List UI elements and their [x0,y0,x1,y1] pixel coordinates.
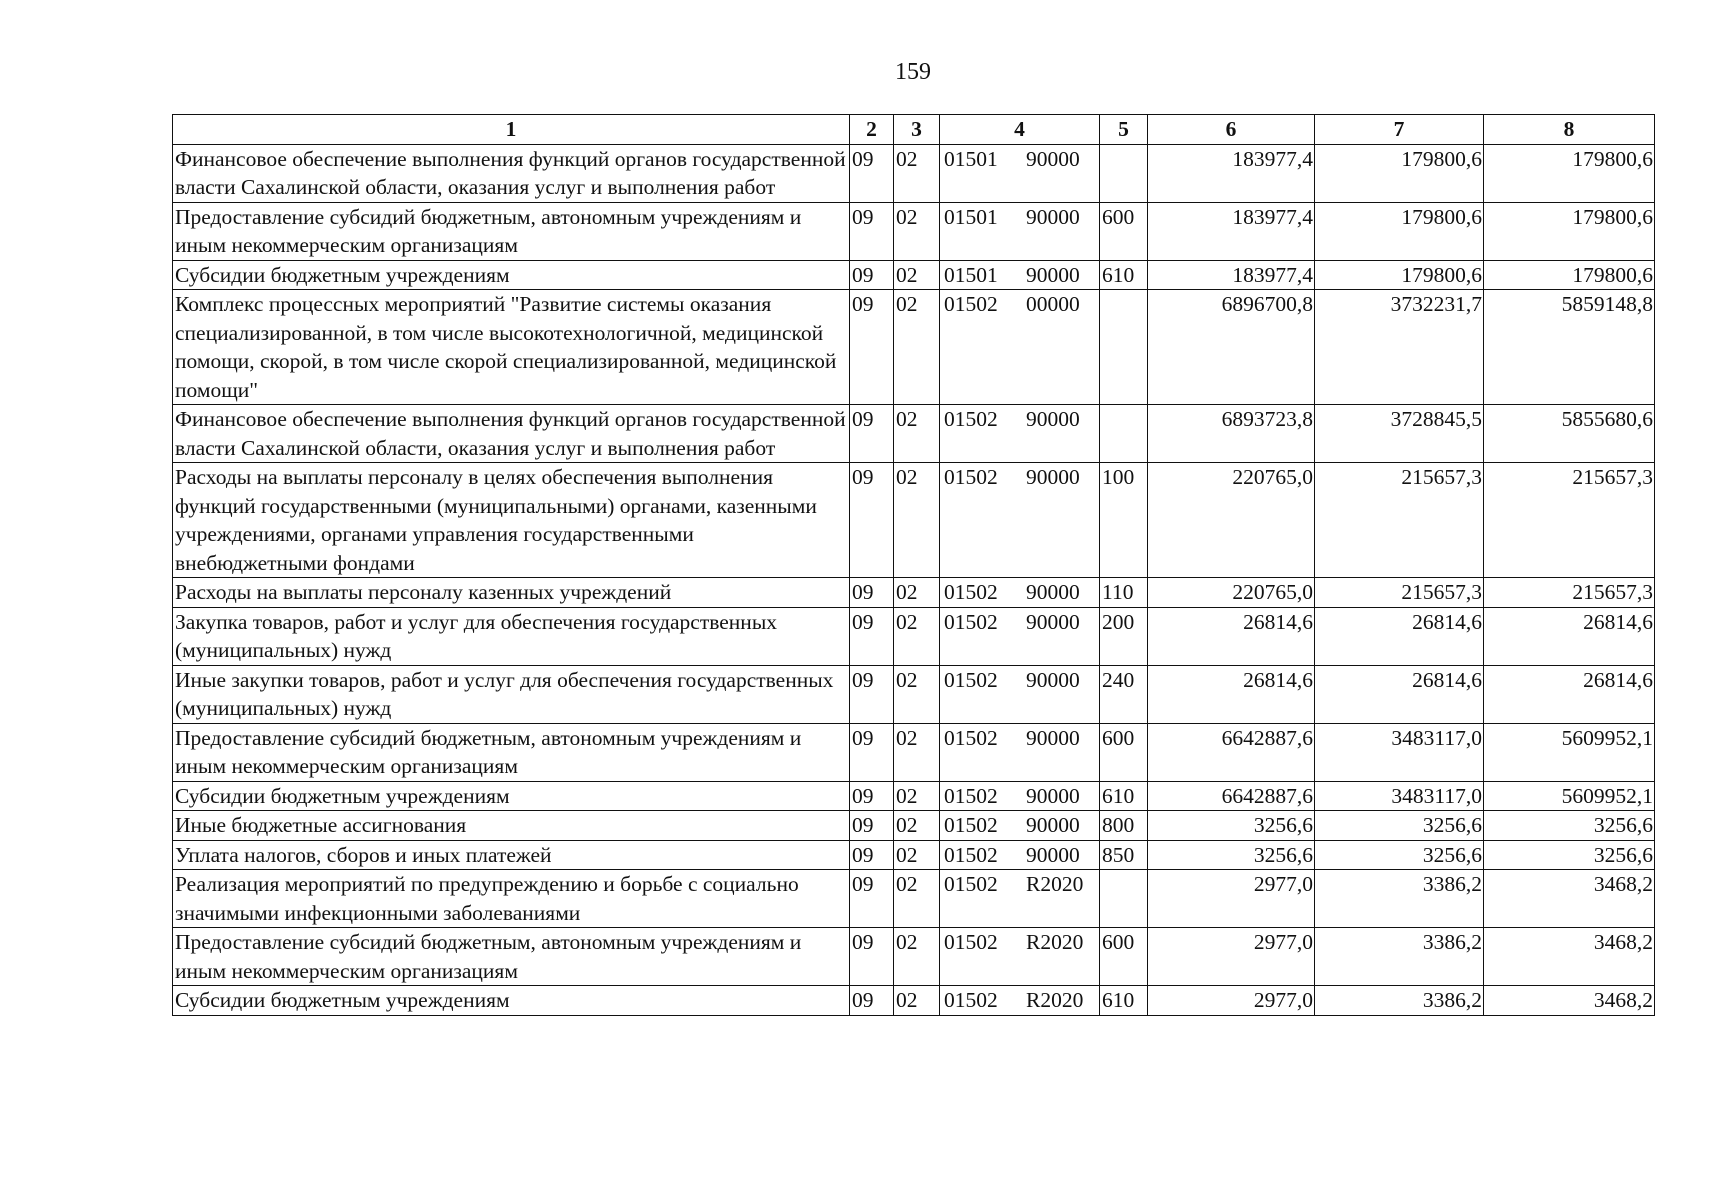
expense-type-code: 610 [1100,986,1148,1016]
amount-col-8: 179800,6 [1484,144,1655,202]
section-code: 09 [850,840,894,870]
direction-code: R2020 [1026,930,1084,954]
table-row [173,290,1655,405]
amount-col-6: 183977,4 [1148,144,1315,202]
subsection-code: 02 [894,607,940,665]
expense-type-code: 800 [1100,811,1148,841]
amount-col-8: 215657,3 [1484,578,1655,608]
expense-name: Иные бюджетные ассигнования [173,811,850,841]
subsection-code: 02 [894,986,940,1016]
subsection-code: 02 [894,811,940,841]
amount-col-6: 183977,4 [1148,202,1315,260]
expense-type-code [1100,405,1148,463]
target-article-code [940,723,1100,781]
target-article-code [940,665,1100,723]
expense-type-code [1100,870,1148,928]
section-code: 09 [850,928,894,986]
amount-col-7: 3386,2 [1315,986,1484,1016]
amount-col-8: 179800,6 [1484,260,1655,290]
amount-col-7: 26814,6 [1315,607,1484,665]
program-code: 01502 [944,465,998,489]
section-code: 09 [850,463,894,578]
amount-col-7: 3732231,7 [1315,290,1484,405]
expense-type-code: 110 [1100,578,1148,608]
section-code: 09 [850,723,894,781]
subsection-code: 02 [894,405,940,463]
expense-type-code: 850 [1100,840,1148,870]
amount-col-8: 5855680,6 [1484,405,1655,463]
expense-name: Финансовое обеспечение выполнения функций органов государственной власти Сахалинской области, оказания услуг и выполнения работ [173,144,850,202]
expense-name: Субсидии бюджетным учреждениям [173,781,850,811]
section-code: 09 [850,260,894,290]
direction-code: 90000 [1026,407,1080,431]
expense-name: Комплекс процессных мероприятий "Развитие системы оказания специализированной, в том числе высокотехнологичной, медицинской помощи, скорой, в том числе скорой специализированной, медицинской помощи" [173,290,850,405]
amount-col-7: 3386,2 [1315,870,1484,928]
program-code: 01502 [944,292,998,316]
column-header-4: 4 [940,115,1100,145]
amount-col-7: 215657,3 [1315,578,1484,608]
target-article-code [940,986,1100,1016]
expense-name: Иные закупки товаров, работ и услуг для обеспечения государственных (муниципальных) нужд [173,665,850,723]
amount-col-6: 2977,0 [1148,986,1315,1016]
target-article-code [940,811,1100,841]
section-code: 09 [850,811,894,841]
table-row [173,260,1655,290]
amount-col-8: 3468,2 [1484,928,1655,986]
target-article-code [940,928,1100,986]
direction-code: R2020 [1026,988,1084,1012]
target-article-code [940,260,1100,290]
amount-col-7: 3483117,0 [1315,781,1484,811]
direction-code: 90000 [1026,813,1080,837]
expense-type-code: 600 [1100,723,1148,781]
expense-name: Субсидии бюджетным учреждениям [173,986,850,1016]
subsection-code: 02 [894,202,940,260]
program-code: 01502 [944,667,998,692]
amount-col-8: 215657,3 [1484,463,1655,578]
amount-col-7: 26814,6 [1315,665,1484,723]
header-row [173,115,1655,145]
target-article-code [940,607,1100,665]
target-article-code [940,144,1100,202]
subsection-code: 02 [894,781,940,811]
direction-code: 90000 [1026,262,1080,287]
direction-code: 90000 [1026,146,1080,171]
subsection-code: 02 [894,840,940,870]
section-code: 09 [850,578,894,608]
direction-code: 90000 [1026,465,1080,489]
table-row [173,607,1655,665]
expense-type-code: 240 [1100,665,1148,723]
amount-col-8: 179800,6 [1484,202,1655,260]
target-article-code [940,870,1100,928]
expense-name: Уплата налогов, сборов и иных платежей [173,840,850,870]
amount-col-7: 3728845,5 [1315,405,1484,463]
amount-col-7: 179800,6 [1315,202,1484,260]
table-row [173,665,1655,723]
expense-name: Реализация мероприятий по предупреждению и борьбе с социально значимыми инфекционными заболеваниями [173,870,850,928]
amount-col-6: 6642887,6 [1148,781,1315,811]
amount-col-6: 26814,6 [1148,665,1315,723]
program-code: 01502 [944,872,998,896]
amount-col-6: 6642887,6 [1148,723,1315,781]
expense-name: Закупка товаров, работ и услуг для обеспечения государственных (муниципальных) нужд [173,607,850,665]
amount-col-8: 3256,6 [1484,840,1655,870]
direction-code: 90000 [1026,609,1080,634]
amount-col-7: 3256,6 [1315,840,1484,870]
direction-code: 90000 [1026,204,1080,229]
direction-code: R2020 [1026,872,1084,896]
subsection-code: 02 [894,578,940,608]
section-code: 09 [850,781,894,811]
amount-col-8: 3468,2 [1484,870,1655,928]
subsection-code: 02 [894,723,940,781]
expense-type-code [1100,144,1148,202]
program-code: 01501 [944,204,998,229]
column-header-3: 3 [894,115,940,145]
target-article-code [940,781,1100,811]
table-body [173,144,1655,1015]
direction-code: 90000 [1026,783,1080,808]
amount-col-6: 6893723,8 [1148,405,1315,463]
section-code: 09 [850,290,894,405]
amount-col-6: 3256,6 [1148,811,1315,841]
amount-col-8: 3256,6 [1484,811,1655,841]
target-article-code [940,202,1100,260]
section-code: 09 [850,870,894,928]
program-code: 01502 [944,813,998,837]
table-row [173,986,1655,1016]
amount-col-7: 215657,3 [1315,463,1484,578]
column-header-2: 2 [850,115,894,145]
table-row [173,723,1655,781]
expense-type-code: 100 [1100,463,1148,578]
table-row [173,781,1655,811]
program-code: 01502 [944,725,998,750]
target-article-code [940,463,1100,578]
direction-code: 00000 [1026,292,1080,316]
target-article-code [940,840,1100,870]
direction-code: 90000 [1026,580,1080,604]
section-code: 09 [850,405,894,463]
expense-name: Расходы на выплаты персоналу казенных учреждений [173,578,850,608]
table-row [173,144,1655,202]
direction-code: 90000 [1026,667,1080,692]
amount-col-6: 3256,6 [1148,840,1315,870]
program-code: 01502 [944,988,998,1012]
subsection-code: 02 [894,260,940,290]
table-row [173,202,1655,260]
amount-col-6: 26814,6 [1148,607,1315,665]
amount-col-7: 179800,6 [1315,144,1484,202]
table-row [173,928,1655,986]
column-header-1: 1 [173,115,850,145]
section-code: 09 [850,202,894,260]
expense-name: Субсидии бюджетным учреждениям [173,260,850,290]
subsection-code: 02 [894,144,940,202]
table-row [173,405,1655,463]
expense-name: Предоставление субсидий бюджетным, автономным учреждениям и иным некоммерческим организациям [173,928,850,986]
subsection-code: 02 [894,928,940,986]
amount-col-8: 5859148,8 [1484,290,1655,405]
expense-name: Расходы на выплаты персоналу в целях обеспечения выполнения функций государственными (муниципальными) органами, казенными учреждениями, органами управления государственными внебюджетными фондами [173,463,850,578]
subsection-code: 02 [894,290,940,405]
amount-col-6: 183977,4 [1148,260,1315,290]
program-code: 01502 [944,930,998,954]
amount-col-7: 179800,6 [1315,260,1484,290]
amount-col-7: 3483117,0 [1315,723,1484,781]
program-code: 01502 [944,783,998,808]
expense-type-code [1100,290,1148,405]
table-row [173,870,1655,928]
subsection-code: 02 [894,665,940,723]
expense-type-code: 610 [1100,260,1148,290]
program-code: 01502 [944,407,998,431]
amount-col-6: 2977,0 [1148,928,1315,986]
expense-name: Финансовое обеспечение выполнения функций органов государственной власти Сахалинской области, оказания услуг и выполнения работ [173,405,850,463]
program-code: 01501 [944,146,998,171]
program-code: 01502 [944,609,998,634]
program-code: 01502 [944,842,998,867]
amount-col-8: 3468,2 [1484,986,1655,1016]
amount-col-6: 220765,0 [1148,578,1315,608]
page-number: 159 [895,59,931,85]
target-article-code [940,405,1100,463]
amount-col-7: 3386,2 [1315,928,1484,986]
table-row [173,840,1655,870]
amount-col-6: 220765,0 [1148,463,1315,578]
amount-col-8: 26814,6 [1484,665,1655,723]
expense-type-code: 600 [1100,928,1148,986]
column-header-5: 5 [1100,115,1148,145]
table-row [173,463,1655,578]
amount-col-7: 3256,6 [1315,811,1484,841]
expense-type-code: 200 [1100,607,1148,665]
expense-name: Предоставление субсидий бюджетным, автономным учреждениям и иным некоммерческим организациям [173,202,850,260]
expense-type-code: 600 [1100,202,1148,260]
expense-type-code: 610 [1100,781,1148,811]
amount-col-6: 6896700,8 [1148,290,1315,405]
direction-code: 90000 [1026,725,1080,750]
target-article-code [940,290,1100,405]
section-code: 09 [850,607,894,665]
amount-col-8: 5609952,1 [1484,781,1655,811]
table-row [173,811,1655,841]
section-code: 09 [850,986,894,1016]
subsection-code: 02 [894,870,940,928]
amount-col-6: 2977,0 [1148,870,1315,928]
program-code: 01501 [944,262,998,287]
column-header-8: 8 [1484,115,1655,145]
direction-code: 90000 [1026,842,1080,867]
program-code: 01502 [944,580,998,604]
table-row [173,578,1655,608]
subsection-code: 02 [894,463,940,578]
column-header-7: 7 [1315,115,1484,145]
section-code: 09 [850,144,894,202]
amount-col-8: 26814,6 [1484,607,1655,665]
target-article-code [940,578,1100,608]
expense-name: Предоставление субсидий бюджетным, автономным учреждениям и иным некоммерческим организациям [173,723,850,781]
column-header-6: 6 [1148,115,1315,145]
budget-table [172,114,1655,1016]
section-code: 09 [850,665,894,723]
amount-col-8: 5609952,1 [1484,723,1655,781]
